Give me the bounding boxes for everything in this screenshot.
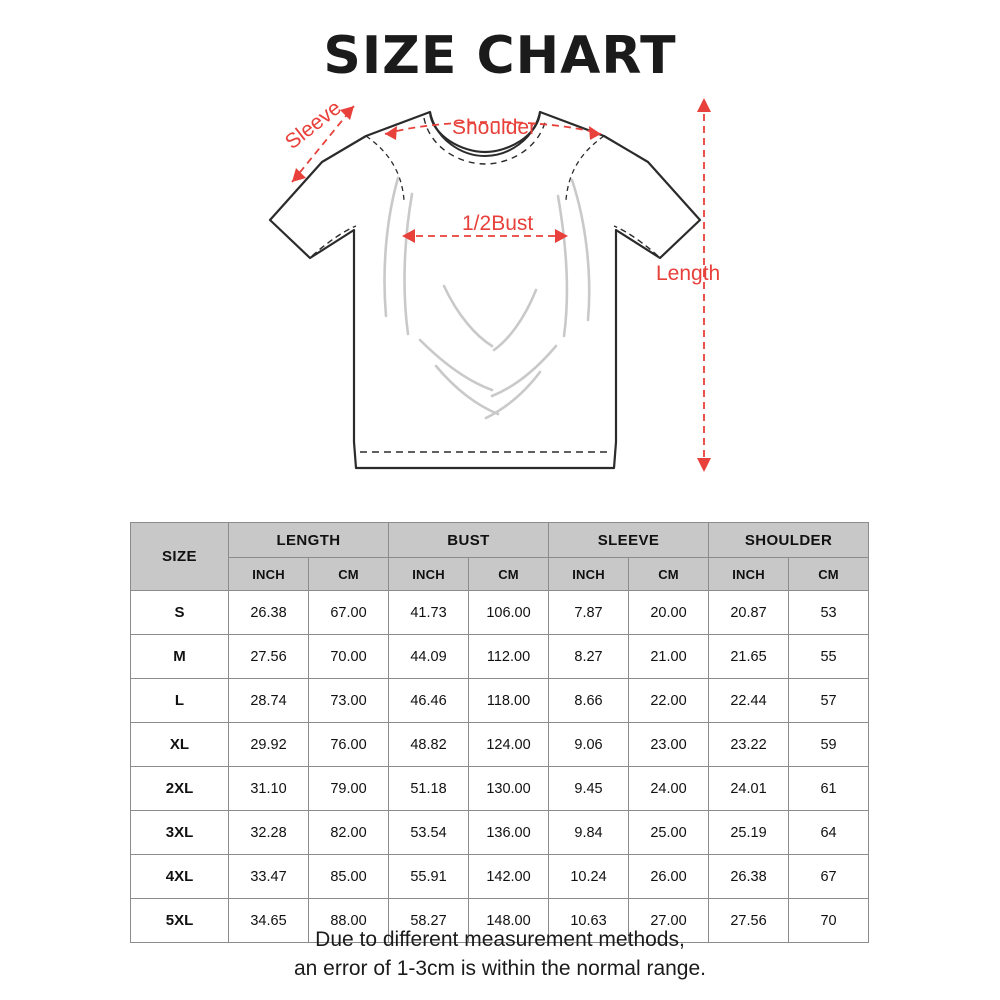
cell-bust-cm: 118.00 xyxy=(469,679,549,723)
cell-bust-inch: 51.18 xyxy=(389,767,469,811)
cell-length-cm: 70.00 xyxy=(309,635,389,679)
cell-bust-inch: 53.54 xyxy=(389,811,469,855)
table-body xyxy=(131,591,869,943)
shoulder-label: Shoulder xyxy=(452,116,537,139)
cell-sleeve-cm: 22.00 xyxy=(629,679,709,723)
cell-sleeve-inch: 10.63 xyxy=(549,899,629,943)
cell-length-inch: 32.28 xyxy=(229,811,309,855)
header-group-length: LENGTH xyxy=(229,523,389,558)
table-row xyxy=(131,591,869,635)
cell-bust-cm: 112.00 xyxy=(469,635,549,679)
cell-size: 3XL xyxy=(131,811,229,855)
header-unit-sleeve-inch: INCH xyxy=(549,558,629,591)
cell-shoulder-inch: 26.38 xyxy=(709,855,789,899)
cell-length-inch: 28.74 xyxy=(229,679,309,723)
cell-bust-inch: 48.82 xyxy=(389,723,469,767)
cell-shoulder-cm: 59 xyxy=(789,723,869,767)
cell-size: M xyxy=(131,635,229,679)
cell-shoulder-inch: 23.22 xyxy=(709,723,789,767)
cell-bust-cm: 124.00 xyxy=(469,723,549,767)
cell-shoulder-inch: 20.87 xyxy=(709,591,789,635)
cell-size: L xyxy=(131,679,229,723)
cell-length-cm: 73.00 xyxy=(309,679,389,723)
cell-size: 4XL xyxy=(131,855,229,899)
size-table-container xyxy=(130,522,868,943)
table-row xyxy=(131,679,869,723)
table-unit-header-row xyxy=(131,558,869,591)
header-unit-length-cm: CM xyxy=(309,558,389,591)
cell-bust-inch: 58.27 xyxy=(389,899,469,943)
table-header xyxy=(131,523,869,591)
table-row xyxy=(131,635,869,679)
cell-bust-cm: 148.00 xyxy=(469,899,549,943)
cell-length-cm: 88.00 xyxy=(309,899,389,943)
measurement-disclaimer xyxy=(0,925,1000,983)
cell-length-cm: 79.00 xyxy=(309,767,389,811)
tshirt-measurement-diagram xyxy=(0,90,1000,490)
disclaimer-line-1: Due to different measurement methods, xyxy=(315,928,685,951)
table-row xyxy=(131,811,869,855)
cell-sleeve-inch: 8.66 xyxy=(549,679,629,723)
cell-shoulder-inch: 22.44 xyxy=(709,679,789,723)
cell-sleeve-inch: 9.84 xyxy=(549,811,629,855)
sleeve-arrow-bottom xyxy=(292,168,306,182)
page-title: SIZE CHART xyxy=(323,26,677,86)
cell-length-inch: 26.38 xyxy=(229,591,309,635)
cell-shoulder-inch: 25.19 xyxy=(709,811,789,855)
cell-shoulder-cm: 57 xyxy=(789,679,869,723)
cell-size: XL xyxy=(131,723,229,767)
header-group-shoulder: SHOULDER xyxy=(709,523,869,558)
cell-size: S xyxy=(131,591,229,635)
table-row xyxy=(131,723,869,767)
size-table xyxy=(130,522,869,943)
cell-bust-cm: 130.00 xyxy=(469,767,549,811)
cell-bust-cm: 142.00 xyxy=(469,855,549,899)
half-bust-label: 1/2Bust xyxy=(462,212,534,235)
cell-shoulder-cm: 67 xyxy=(789,855,869,899)
cell-sleeve-cm: 27.00 xyxy=(629,899,709,943)
cell-shoulder-cm: 53 xyxy=(789,591,869,635)
cell-sleeve-inch: 7.87 xyxy=(549,591,629,635)
cell-length-inch: 33.47 xyxy=(229,855,309,899)
table-group-header-row xyxy=(131,523,869,558)
header-group-bust: BUST xyxy=(389,523,549,558)
tshirt-outline xyxy=(270,112,700,468)
cell-bust-cm: 106.00 xyxy=(469,591,549,635)
header-group-sleeve: SLEEVE xyxy=(549,523,709,558)
cell-length-inch: 31.10 xyxy=(229,767,309,811)
cell-sleeve-cm: 24.00 xyxy=(629,767,709,811)
table-row xyxy=(131,767,869,811)
cell-size: 2XL xyxy=(131,767,229,811)
cell-bust-inch: 41.73 xyxy=(389,591,469,635)
disclaimer-line-2: an error of 1-3cm is within the normal range. xyxy=(293,957,706,980)
cell-length-inch: 27.56 xyxy=(229,635,309,679)
cell-bust-inch: 55.91 xyxy=(389,855,469,899)
cell-sleeve-cm: 26.00 xyxy=(629,855,709,899)
header-unit-shoulder-inch: INCH xyxy=(709,558,789,591)
cell-length-cm: 85.00 xyxy=(309,855,389,899)
cell-shoulder-cm: 70 xyxy=(789,899,869,943)
cell-sleeve-cm: 21.00 xyxy=(629,635,709,679)
length-arrow-bottom xyxy=(697,458,711,472)
header-unit-bust-inch: INCH xyxy=(389,558,469,591)
cell-shoulder-cm: 64 xyxy=(789,811,869,855)
cell-length-cm: 76.00 xyxy=(309,723,389,767)
cell-sleeve-inch: 10.24 xyxy=(549,855,629,899)
table-row xyxy=(131,855,869,899)
cell-bust-inch: 44.09 xyxy=(389,635,469,679)
cell-shoulder-cm: 55 xyxy=(789,635,869,679)
cell-shoulder-inch: 24.01 xyxy=(709,767,789,811)
cell-sleeve-inch: 9.06 xyxy=(549,723,629,767)
cell-sleeve-cm: 25.00 xyxy=(629,811,709,855)
length-arrow-top xyxy=(697,98,711,112)
cell-length-cm: 82.00 xyxy=(309,811,389,855)
cell-shoulder-cm: 61 xyxy=(789,767,869,811)
header-unit-bust-cm: CM xyxy=(469,558,549,591)
cell-size: 5XL xyxy=(131,899,229,943)
length-label: Length xyxy=(656,262,721,285)
cell-shoulder-inch: 21.65 xyxy=(709,635,789,679)
sleeve-label: Sleeve xyxy=(280,96,346,154)
cell-length-inch: 29.92 xyxy=(229,723,309,767)
cell-sleeve-cm: 23.00 xyxy=(629,723,709,767)
cell-sleeve-inch: 8.27 xyxy=(549,635,629,679)
cell-shoulder-inch: 27.56 xyxy=(709,899,789,943)
cell-length-cm: 67.00 xyxy=(309,591,389,635)
cell-bust-inch: 46.46 xyxy=(389,679,469,723)
cell-bust-cm: 136.00 xyxy=(469,811,549,855)
header-unit-sleeve-cm: CM xyxy=(629,558,709,591)
header-unit-length-inch: INCH xyxy=(229,558,309,591)
cell-sleeve-cm: 20.00 xyxy=(629,591,709,635)
cell-length-inch: 34.65 xyxy=(229,899,309,943)
cell-sleeve-inch: 9.45 xyxy=(549,767,629,811)
header-unit-shoulder-cm: CM xyxy=(789,558,869,591)
header-size: SIZE xyxy=(131,523,229,591)
